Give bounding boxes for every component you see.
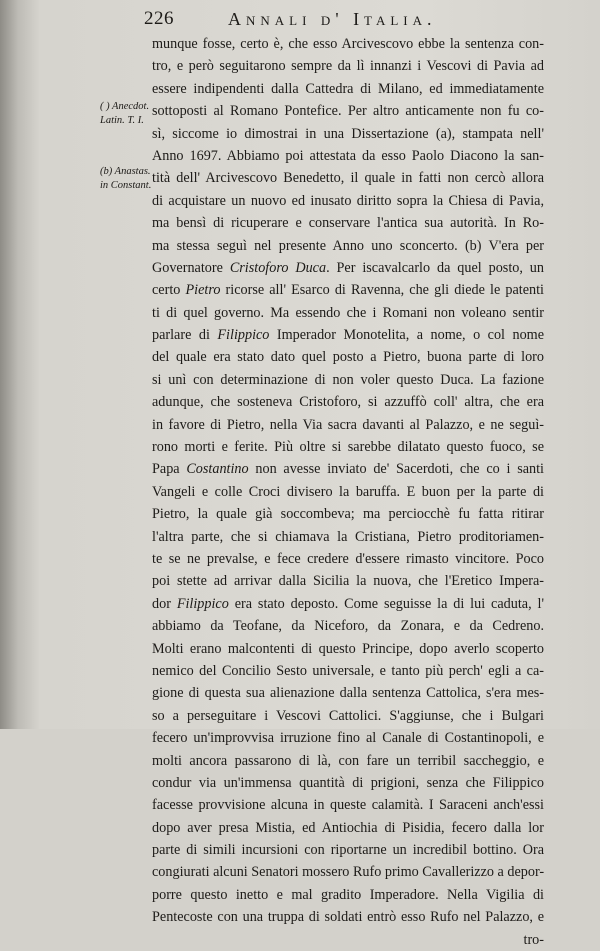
italic-name: Costantino: [186, 461, 249, 478]
text-line: fecero un'improvvisa irruzione fino al Canale di Costantinopoli, e: [152, 730, 544, 747]
running-title: Annali d' Italia.: [228, 9, 437, 29]
text-line: di acquistare un nuovo ed inusato diritto sopra la Chiesa di Pavia,: [152, 192, 544, 209]
text-line: tro-: [523, 931, 544, 948]
text-line: adunque, che sosteneva Cristoforo, si azzuffò coll' altra, che era: [152, 394, 544, 411]
italic-name: Pietro: [185, 282, 221, 299]
text-line: condur via un'immensa quantità di prigioni, senza che Filippico: [152, 774, 544, 791]
text-line: parlare di Filippico Imperador Monotelita, a nome, o col nome: [152, 327, 544, 344]
text-line: dor Filippico era stato deposto. Come seguisse la di lui caduta, l': [152, 595, 544, 612]
margin-note-a-line2: Latin. T. I.: [100, 115, 144, 126]
margin-note-b: [100, 165, 151, 193]
text-line: Pietro, la quale già soccombeva; ma perciocchè fu fatta ritirar: [152, 506, 544, 523]
text-line: Molti erano malcontenti di questo Principe, dopo averlo scoperto: [152, 640, 544, 657]
text-line: congiurati alcuni Senatori mossero Rufo primo Cavallerizzo a depor-: [152, 864, 545, 881]
margin-note-a-line1: ( ) Anecdot.: [100, 101, 150, 112]
text-line: ma stessa seguì nel presente Anno uno sconcerto. (b) V'era per: [152, 237, 544, 254]
text-line: Governatore Cristoforo Duca. Per iscavalcarlo da quel posto, un: [152, 259, 544, 276]
text-line: sì, siccome io dimostrai in una Dissertazione (a), stampata nell': [152, 125, 544, 142]
text-line: Papa Costantino non avesse inviato de' Sacerdoti, che co i santi: [152, 461, 544, 478]
margin-note-b-line2: in Constant.: [100, 180, 152, 191]
text-line: nemico del Concilio Sesto universale, e tanto più perch' egli a ca-: [152, 662, 544, 679]
text-line: Anno 1697. Abbiamo poi attestata da esso Paolo Diacono la san-: [152, 147, 544, 164]
text-line: ti di quel governo. Ma essendo che i Romani non voleano sentir: [152, 304, 544, 321]
text-line: munque fosse, certo è, che esso Arcivescovo ebbe la sentenza con-: [152, 36, 544, 52]
text-line: te se ne prevalse, e fece credere d'essere rimasto vincitore. Poco: [152, 550, 544, 567]
text-line: del quale era stato dato quel posto a Pietro, buona parte di loro: [152, 349, 544, 366]
text-line: tro, e però seguitarono sempre da lì innanzi i Vescovi di Pavia ad: [152, 58, 544, 75]
text-line: porre questo inetto e mal gradito Imperadore. Nella Vigilia di: [152, 886, 544, 903]
text-line: in favore di Pietro, nella Via sacra davanti al Palazzo, e ne seguì-: [152, 416, 544, 433]
text-line: facesse provvisione alcuna in queste calamità. I Saraceni anch'essi: [152, 797, 544, 814]
text-line: ma bensì di ricuperare e conservare l'antica sua autorità. In Ro-: [152, 215, 544, 232]
italic-name: Filippico: [217, 327, 270, 344]
italic-name: Filippico: [176, 595, 229, 612]
body-text: [152, 33, 544, 951]
italic-name: Cristoforo Duca: [229, 259, 327, 276]
text-line: Vangeli e colle Croci divisero la baruffa. E buon per la parte di: [152, 483, 544, 500]
text-line: essere indipendenti dalla Cattedra di Milano, ed immediatamente: [152, 80, 544, 97]
page-number: 226: [144, 8, 174, 29]
text-line: sottoposti al Romano Pontefice. Per altro anticamente non fu co-: [152, 103, 544, 120]
text-line: Pentecoste con una truppa di soldati entrò esso Rufo nel Palazzo, e: [152, 909, 544, 926]
margin-note-b-line1: (b) Anastas.: [100, 166, 151, 177]
text-line: so a perseguitare i Vescovi Cattolici. S'aggiunse, che i Bulgari: [152, 707, 544, 724]
text-line: abbiamo da Teofane, da Niceforo, da Zonara, e da Cedreno.: [152, 618, 544, 635]
text-line: parte di simili incursioni con riportarne un incredibil bottino. Ora: [152, 842, 544, 859]
text-line: certo Pietro ricorse all' Esarco di Ravenna, che gli diede le patenti: [152, 282, 545, 299]
text-line: rono morti e ferite. Più oltre si sarebbe dilatato questo fuoco, se: [152, 439, 544, 456]
margin-note-a: [100, 100, 149, 128]
text-line: molti ancora passarono di là, con fare un terribil saccheggio, e: [152, 752, 544, 769]
text-line: gione di questa sua alienazione dalla sentenza Cattolica, s'era mes-: [152, 685, 544, 702]
text-line: si unì con determinazione di non voler questo Duca. La fazione: [152, 371, 544, 388]
text-line: dopo aver presa Mistia, ed Antiochia di Pisidia, fecero dalla lor: [152, 819, 544, 836]
text-line: tità dell' Arcivescovo Benedetto, il quale in fatti non cercò allora: [152, 170, 544, 187]
page-header: [108, 8, 548, 32]
text-line: l'altra parte, che si chiamava la Cristiana, Pietro proditoriamen-: [152, 528, 544, 545]
text-line: poi stette ad arrivar dalla Sicilia la nuova, che l'Eretico Impera-: [152, 573, 544, 590]
